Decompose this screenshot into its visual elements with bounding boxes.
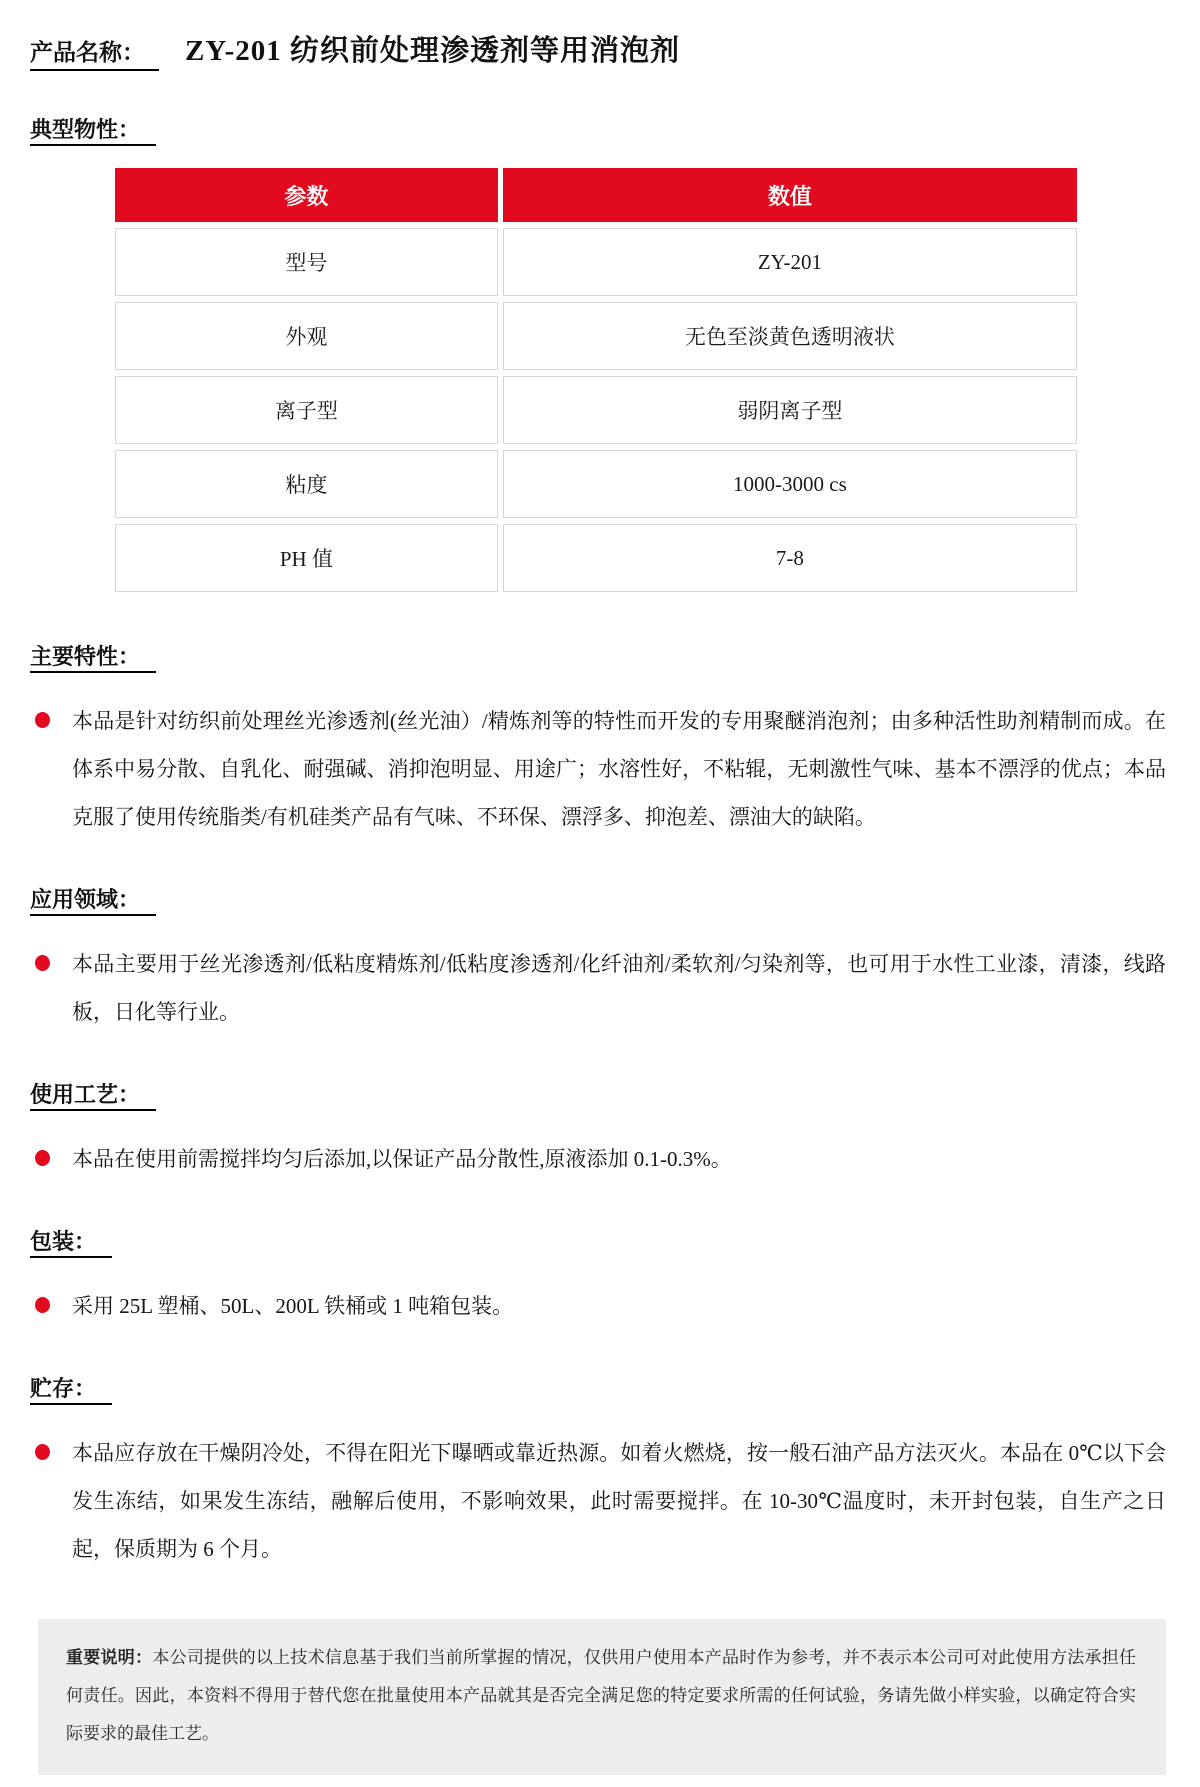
notice-label: 重要说明： — [66, 1648, 153, 1667]
table-row — [115, 524, 1077, 592]
table-row — [115, 302, 1077, 370]
param-cell: 粘度 — [115, 450, 498, 518]
param-cell: 型号 — [115, 228, 498, 296]
bullet-text: 采用 25L 塑桶、50L、200L 铁桶或 1 吨箱包装。 — [72, 1294, 514, 1318]
bullet-text: 本品应存放在干燥阴冷处，不得在阳光下曝晒或靠近热源。如着火燃烧，按一般石油产品方法灭火。本品在 0℃以下会发生冻结，如果发生冻结，融解后使用，不影响效果，此时需要搅拌。在 10-30℃温度时，未开封包装，自生产之日起，保质期为 6 个月。 — [72, 1441, 1166, 1561]
value-cell: 1000-3000 cs — [503, 450, 1077, 518]
page-title: ZY-201 纺织前处理渗透剂等用消泡剂 — [185, 35, 681, 67]
table-header-value: 数值 — [503, 168, 1077, 222]
properties-table — [110, 162, 1082, 598]
table-row — [115, 450, 1077, 518]
product-name-label: 产品名称： — [30, 34, 159, 71]
value-cell: 弱阴离子型 — [503, 376, 1077, 444]
bullet-icon — [35, 1444, 50, 1460]
table-row — [115, 228, 1077, 296]
param-cell: 外观 — [115, 302, 498, 370]
bullet-text: 本品主要用于丝光渗透剂/低粘度精炼剂/低粘度渗透剂/化纤油剂/柔软剂/匀染剂等，也可用于水性工业漆，清漆，线路板，日化等行业。 — [72, 952, 1166, 1024]
param-cell: 离子型 — [115, 376, 498, 444]
table-header-row — [115, 168, 1077, 222]
value-cell: ZY-201 — [503, 228, 1077, 296]
section-heading-typical-properties — [30, 113, 1166, 144]
section-heading-main-features — [30, 640, 1166, 671]
value-cell: 7-8 — [503, 524, 1077, 592]
table-header-param: 参数 — [115, 168, 498, 222]
section-heading-text: 主要特性： — [30, 644, 156, 673]
important-notice-box — [38, 1619, 1166, 1775]
bullet-icon — [35, 1150, 50, 1166]
bullet-point — [30, 1282, 1166, 1330]
bullet-point — [30, 1135, 1166, 1183]
section-heading-storage — [30, 1372, 1166, 1403]
bullet-point — [30, 697, 1166, 841]
section-heading-text: 使用工艺： — [30, 1082, 156, 1111]
section-heading-application-fields — [30, 883, 1166, 914]
section-heading-usage-process — [30, 1078, 1166, 1109]
title-row — [30, 28, 1166, 71]
bullet-text: 本品是针对纺织前处理丝光渗透剂(丝光油）/精炼剂等的特性而开发的专用聚醚消泡剂；由多种活性助剂精制而成。在体系中易分散、自乳化、耐强碱、消抑泡明显、用途广；水溶性好，不粘辊，无刺激性气味、基本不漂浮的优点；本品克服了使用传统脂类/有机硅类产品有气味、不环保、漂浮多、抑泡差、漂油大的缺陷。 — [72, 709, 1166, 829]
bullet-text: 本品在使用前需搅拌均匀后添加,以保证产品分散性,原液添加 0.1-0.3%。 — [72, 1147, 732, 1171]
section-heading-packaging — [30, 1225, 1166, 1256]
value-cell: 无色至淡黄色透明液状 — [503, 302, 1077, 370]
param-cell: PH 值 — [115, 524, 498, 592]
section-heading-text: 贮存： — [30, 1376, 112, 1405]
bullet-icon — [35, 1297, 50, 1313]
important-notice-paragraph — [66, 1639, 1136, 1753]
section-heading-text: 应用领域： — [30, 887, 156, 916]
section-heading-text: 包装： — [30, 1229, 112, 1258]
table-row — [115, 376, 1077, 444]
notice-text: 本公司提供的以上技术信息基于我们当前所掌握的情况，仅供用户使用本产品时作为参考，并不表示本公司可对此使用方法承担任何责任。因此，本资料不得用于替代您在批量使用本产品就其是否完全满足您的特定要求所需的任何试验，务请先做小样实验，以确定符合实际要求的最佳工艺。 — [66, 1648, 1136, 1743]
bullet-icon — [35, 955, 50, 971]
bullet-icon — [35, 712, 50, 728]
bullet-point — [30, 1429, 1166, 1573]
bullet-point — [30, 940, 1166, 1036]
section-heading-text: 典型物性： — [30, 117, 156, 146]
